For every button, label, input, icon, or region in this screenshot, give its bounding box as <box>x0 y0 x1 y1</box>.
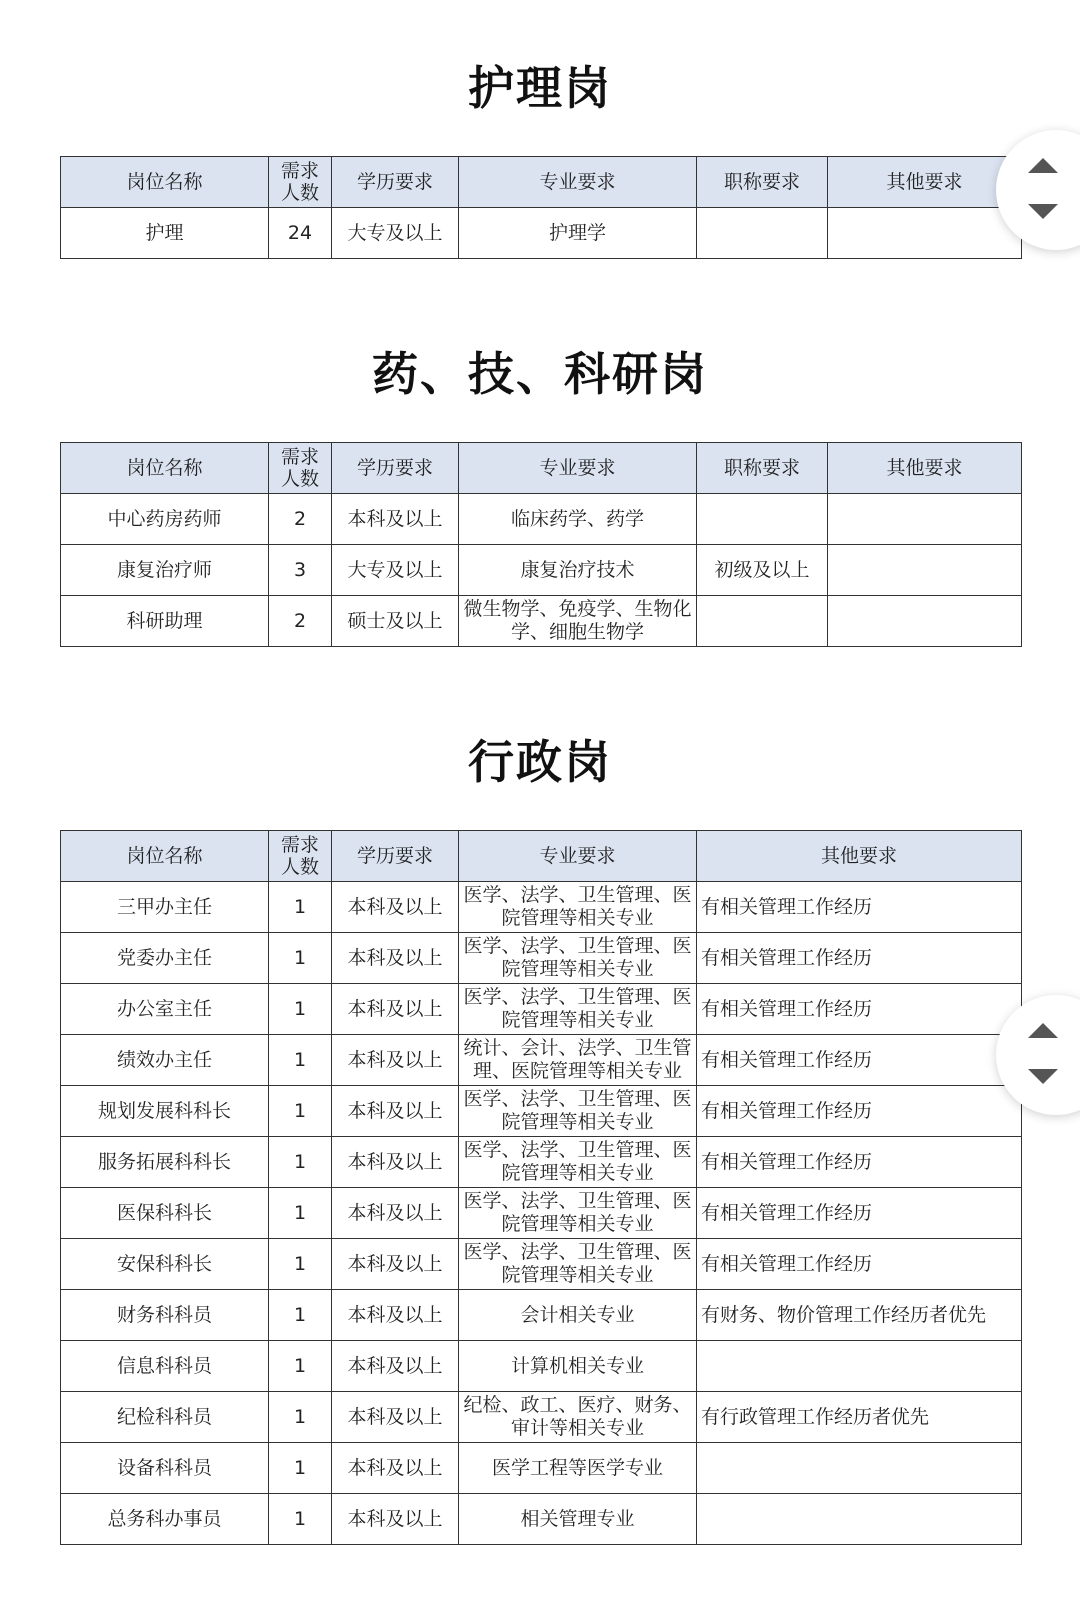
cell-major: 微生物学、免疫学、生物化学、细胞生物学 <box>459 596 697 647</box>
cell-major: 计算机相关专业 <box>459 1341 697 1392</box>
table-row <box>61 1137 1022 1188</box>
cell-count: 1 <box>269 1086 332 1137</box>
table-row <box>61 1392 1022 1443</box>
cell-other: 有财务、物价管理工作经历者优先 <box>697 1290 1022 1341</box>
cell-education: 本科及以上 <box>332 1137 459 1188</box>
header-position: 岗位名称 <box>61 831 269 882</box>
cell-education: 本科及以上 <box>332 1341 459 1392</box>
header-position: 岗位名称 <box>61 443 269 494</box>
table-row <box>61 1086 1022 1137</box>
table-row <box>61 494 1022 545</box>
cell-major: 康复治疗技术 <box>459 545 697 596</box>
arrow-up-icon[interactable] <box>1028 1023 1058 1038</box>
cell-count: 1 <box>269 1137 332 1188</box>
pharmacy-tech-research-table <box>60 442 1022 647</box>
cell-major: 医学、法学、卫生管理、医院管理等相关专业 <box>459 1188 697 1239</box>
cell-education: 本科及以上 <box>332 1188 459 1239</box>
cell-count: 1 <box>269 1443 332 1494</box>
arrow-down-icon[interactable] <box>1028 204 1058 219</box>
cell-education: 大专及以上 <box>332 208 459 259</box>
administration-table <box>60 830 1022 1545</box>
cell-major: 医学、法学、卫生管理、医院管理等相关专业 <box>459 1086 697 1137</box>
nursing-table <box>60 156 1022 259</box>
cell-education: 硕士及以上 <box>332 596 459 647</box>
cell-count: 1 <box>269 1290 332 1341</box>
cell-count: 2 <box>269 494 332 545</box>
cell-other: 有相关管理工作经历 <box>697 1239 1022 1290</box>
header-other: 其他要求 <box>828 157 1022 208</box>
table-row <box>61 1188 1022 1239</box>
cell-major: 医学工程等医学专业 <box>459 1443 697 1494</box>
cell-education: 本科及以上 <box>332 1035 459 1086</box>
table-row <box>61 1239 1022 1290</box>
table-header-row <box>61 443 1022 494</box>
cell-count: 1 <box>269 1494 332 1545</box>
cell-position: 医保科科长 <box>61 1188 269 1239</box>
cell-education: 本科及以上 <box>332 984 459 1035</box>
cell-title <box>697 208 828 259</box>
cell-title: 初级及以上 <box>697 545 828 596</box>
cell-education: 本科及以上 <box>332 1239 459 1290</box>
cell-position: 财务科科员 <box>61 1290 269 1341</box>
header-education: 学历要求 <box>332 157 459 208</box>
cell-other <box>828 494 1022 545</box>
cell-other <box>828 545 1022 596</box>
table-header-row <box>61 831 1022 882</box>
cell-major: 医学、法学、卫生管理、医院管理等相关专业 <box>459 984 697 1035</box>
cell-major: 统计、会计、法学、卫生管理、医院管理等相关专业 <box>459 1035 697 1086</box>
cell-count: 1 <box>269 1188 332 1239</box>
cell-position: 服务拓展科科长 <box>61 1137 269 1188</box>
cell-major: 相关管理专业 <box>459 1494 697 1545</box>
header-major: 专业要求 <box>459 157 697 208</box>
cell-title <box>697 494 828 545</box>
cell-education: 本科及以上 <box>332 1443 459 1494</box>
cell-position: 中心药房药师 <box>61 494 269 545</box>
cell-position: 规划发展科科长 <box>61 1086 269 1137</box>
header-count: 需求人数 <box>269 157 332 208</box>
table-row <box>61 1290 1022 1341</box>
cell-position: 护理 <box>61 208 269 259</box>
table-row <box>61 545 1022 596</box>
cell-major: 医学、法学、卫生管理、医院管理等相关专业 <box>459 1239 697 1290</box>
cell-position: 设备科科员 <box>61 1443 269 1494</box>
cell-other: 有相关管理工作经历 <box>697 1188 1022 1239</box>
cell-major: 纪检、政工、医疗、财务、审计等相关专业 <box>459 1392 697 1443</box>
table-row <box>61 933 1022 984</box>
cell-other <box>697 1443 1022 1494</box>
cell-major: 医学、法学、卫生管理、医院管理等相关专业 <box>459 1137 697 1188</box>
cell-count: 24 <box>269 208 332 259</box>
header-major: 专业要求 <box>459 443 697 494</box>
header-count: 需求人数 <box>269 831 332 882</box>
header-position: 岗位名称 <box>61 157 269 208</box>
cell-count: 1 <box>269 1392 332 1443</box>
arrow-down-icon[interactable] <box>1028 1069 1058 1084</box>
cell-position: 绩效办主任 <box>61 1035 269 1086</box>
section-title-pharmacy-tech-research: 药、技、科研岗 <box>372 347 708 401</box>
cell-education: 本科及以上 <box>332 1494 459 1545</box>
cell-position: 总务科办事员 <box>61 1494 269 1545</box>
cell-other: 有相关管理工作经历 <box>697 984 1022 1035</box>
table-row <box>61 1494 1022 1545</box>
header-education: 学历要求 <box>332 443 459 494</box>
header-other: 其他要求 <box>828 443 1022 494</box>
cell-education: 大专及以上 <box>332 545 459 596</box>
table-row <box>61 596 1022 647</box>
cell-other: 有相关管理工作经历 <box>697 1137 1022 1188</box>
cell-education: 本科及以上 <box>332 933 459 984</box>
cell-position: 康复治疗师 <box>61 545 269 596</box>
table-row <box>61 208 1022 259</box>
cell-other: 有相关管理工作经历 <box>697 933 1022 984</box>
cell-education: 本科及以上 <box>332 882 459 933</box>
cell-other <box>828 208 1022 259</box>
cell-count: 1 <box>269 1239 332 1290</box>
cell-count: 1 <box>269 882 332 933</box>
header-education: 学历要求 <box>332 831 459 882</box>
header-other: 其他要求 <box>697 831 1022 882</box>
cell-other: 有相关管理工作经历 <box>697 1035 1022 1086</box>
cell-position: 纪检科科员 <box>61 1392 269 1443</box>
cell-major: 医学、法学、卫生管理、医院管理等相关专业 <box>459 882 697 933</box>
arrow-up-icon[interactable] <box>1028 158 1058 173</box>
cell-count: 2 <box>269 596 332 647</box>
cell-other <box>697 1494 1022 1545</box>
cell-count: 1 <box>269 933 332 984</box>
cell-position: 三甲办主任 <box>61 882 269 933</box>
table-row <box>61 1341 1022 1392</box>
cell-other <box>828 596 1022 647</box>
cell-major: 会计相关专业 <box>459 1290 697 1341</box>
header-title: 职称要求 <box>697 157 828 208</box>
cell-education: 本科及以上 <box>332 1086 459 1137</box>
cell-education: 本科及以上 <box>332 494 459 545</box>
cell-other: 有相关管理工作经历 <box>697 1086 1022 1137</box>
cell-education: 本科及以上 <box>332 1392 459 1443</box>
cell-position: 办公室主任 <box>61 984 269 1035</box>
cell-title <box>697 596 828 647</box>
table-row <box>61 1035 1022 1086</box>
section-title-nursing: 护理岗 <box>468 61 612 115</box>
table-row <box>61 984 1022 1035</box>
cell-count: 1 <box>269 1341 332 1392</box>
cell-major: 临床药学、药学 <box>459 494 697 545</box>
cell-position: 党委办主任 <box>61 933 269 984</box>
table-header-row <box>61 157 1022 208</box>
cell-count: 1 <box>269 984 332 1035</box>
cell-major: 护理学 <box>459 208 697 259</box>
cell-position: 安保科科长 <box>61 1239 269 1290</box>
header-title: 职称要求 <box>697 443 828 494</box>
cell-count: 1 <box>269 1035 332 1086</box>
cell-position: 科研助理 <box>61 596 269 647</box>
cell-count: 3 <box>269 545 332 596</box>
cell-major: 医学、法学、卫生管理、医院管理等相关专业 <box>459 933 697 984</box>
section-title-administration: 行政岗 <box>468 735 612 789</box>
header-count: 需求人数 <box>269 443 332 494</box>
table-row <box>61 1443 1022 1494</box>
cell-other <box>697 1341 1022 1392</box>
table-row <box>61 882 1022 933</box>
cell-other: 有相关管理工作经历 <box>697 882 1022 933</box>
header-major: 专业要求 <box>459 831 697 882</box>
cell-position: 信息科科员 <box>61 1341 269 1392</box>
cell-education: 本科及以上 <box>332 1290 459 1341</box>
cell-other: 有行政管理工作经历者优先 <box>697 1392 1022 1443</box>
